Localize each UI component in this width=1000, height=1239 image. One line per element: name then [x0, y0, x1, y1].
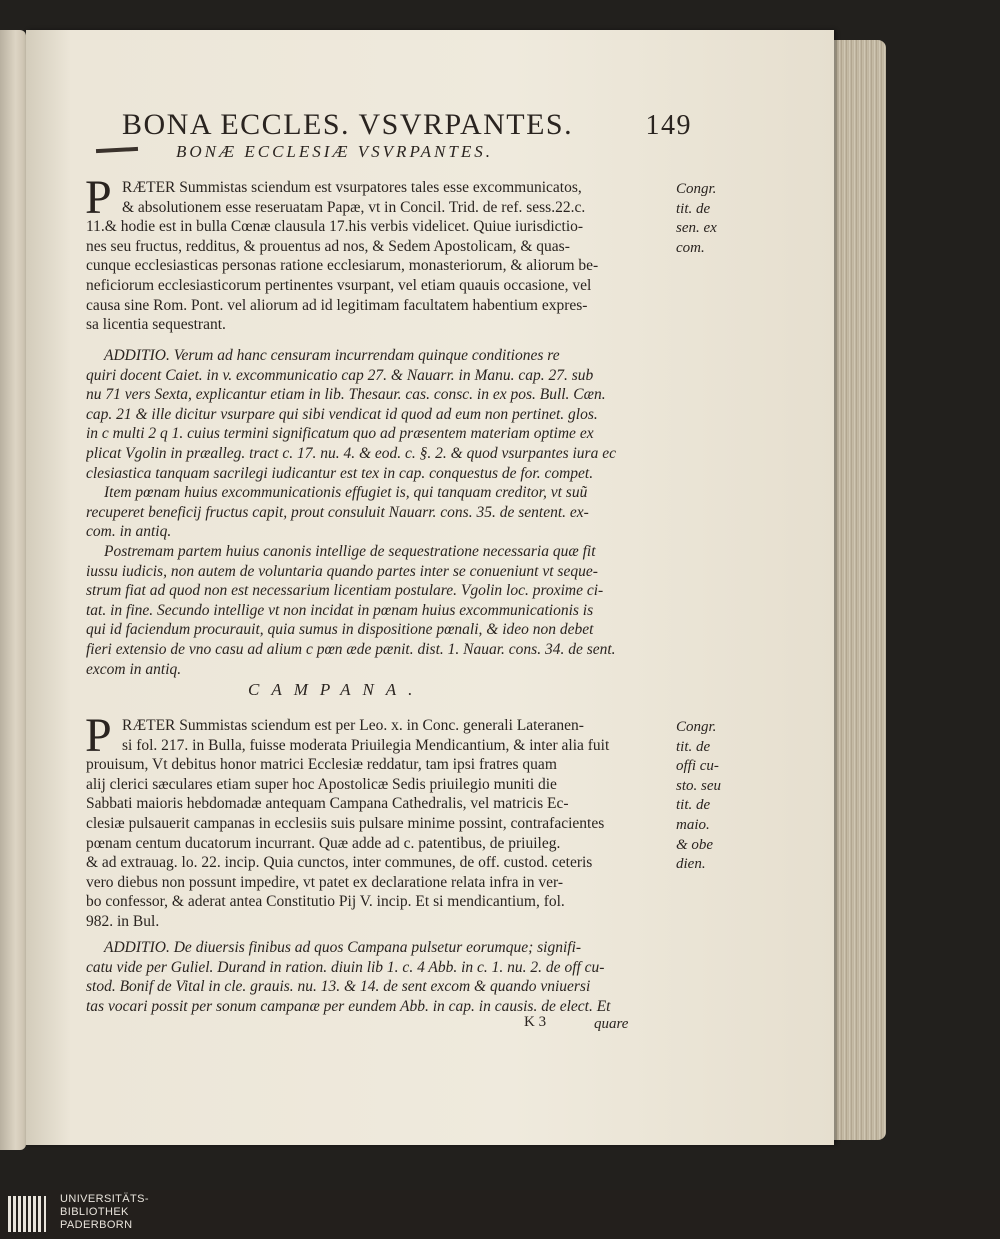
- library-name-line: PADERBORN: [60, 1219, 133, 1231]
- text-line: qui id faciendum procurauit, quia sumus in dispositione pœnali, & ideo non debet: [86, 621, 594, 639]
- page-number: 149: [645, 110, 692, 141]
- text-line: alij clerici sæculares etiam super hoc Apostolicæ Sedis priuilegio muniti die: [86, 775, 557, 793]
- text-line: bo confessor, & aderat antea Constitutio Pij V. incip. Et si mendicantium, fol.: [86, 893, 565, 911]
- library-logo-icon: [8, 1194, 52, 1234]
- library-name: [60, 1193, 149, 1232]
- footer-bar: [0, 1190, 1000, 1239]
- text-line: Sabbati maioris hebdomadæ antequam Campana Cathedralis, vel matricis Ec-: [86, 795, 569, 813]
- ink-stroke: [96, 147, 138, 153]
- text-line: cap. 21 & ille dicitur vsurpare qui sibi vendicat id quod ad eum non pertinet. glos.: [86, 405, 598, 423]
- text-line: catu vide per Guliel. Durand in ration. diuin lib 1. c. 4 Abb. in c. 1. nu. 2. de off cu-: [86, 958, 605, 976]
- text-line: & absolutionem esse reseruatam Papæ, vt in Concil. Trid. de ref. sess.22.c.: [122, 198, 586, 216]
- text-line: clesiastica tanquam sacrilegi iudicantur est tex in cap. conquestus de for. compet.: [86, 464, 594, 482]
- text-line: tit. de: [676, 200, 711, 217]
- text-line: RÆTER Summistas sciendum est vsurpatores tales esse excommunicatos,: [122, 179, 582, 196]
- text-line: & ad extrauag. lo. 22. incip. Quia cunctos, inter communes, de off. custod. ceteris: [86, 854, 593, 872]
- text-line: 982. in Bul.: [86, 912, 160, 930]
- additio-paragraph: [86, 346, 678, 679]
- drop-cap: P: [85, 709, 112, 762]
- text-line: quiri docent Caiet. in v. excommunicatio cap 27. & Nauarr. in Manu. cap. 27. sub: [86, 366, 594, 384]
- library-name-line: UNIVERSITÄTS-: [60, 1193, 149, 1205]
- text-line: tit. de: [676, 738, 711, 755]
- text-line: causa sine Rom. Pont. vel aliorum ad id legitimam facultatem habentium expres-: [86, 296, 588, 314]
- text-line: offi cu-: [676, 758, 719, 775]
- text-line: in c multi 2 q 1. cuius termini significatum quo ad præsentem materiam optime ex: [86, 425, 594, 443]
- text-line: plicat Vgolin in præalleg. tract c. 17. nu. 4. & eod. c. §. 2. & quod vsurpantes iura ec: [86, 444, 616, 462]
- text-line: nu 71 vers Sexta, explicantur etiam in lib. Thesaur. cas. consc. in ex pos. Bull. Cæn.: [86, 386, 606, 404]
- text-line: sto. seu: [676, 777, 721, 794]
- text-line: fieri extensio de vno casu ad alium c pœn æde pænit. dist. 1. Nauar. cons. 34. de sent.: [86, 640, 616, 658]
- text-line: Postremam partem huius canonis intellige de sequestratione necessaria quæ fit: [104, 542, 596, 560]
- text-line: tit. de: [676, 797, 711, 814]
- running-head-title: BONA ECCLES. VSVRPANTES.: [122, 108, 574, 141]
- section-title: CAMPANA.: [248, 680, 425, 699]
- text-line: tat. in fine. Secundo intellige vt non incidat in pœnam huius excommunicationis is: [86, 601, 594, 619]
- paragraph: [85, 171, 678, 335]
- text-line: ADDITIO. De diuersis finibus ad quos Campana pulsetur eorumque; signifi-: [104, 939, 582, 956]
- text-line: com.: [676, 239, 705, 256]
- text-line: & obe: [676, 836, 714, 853]
- text-line: Item pœnam huius excommunicationis effugiet is, qui tanquam creditor, vt suũ: [104, 484, 588, 502]
- margin-note: [676, 718, 736, 875]
- section-title: BONÆ ECCLESIÆ VSVRPANTES.: [176, 142, 493, 161]
- text-line: maio.: [676, 816, 710, 833]
- text-line: cunque ecclesiasticas personas ratione ecclesiarum, monasteriorum, & aliorum be-: [86, 257, 599, 275]
- catchword: quare: [594, 1016, 629, 1032]
- text-line: ADDITIO. Verum ad hanc censuram incurrendam quinque conditiones re: [104, 347, 560, 364]
- margin-note: [676, 180, 736, 258]
- text-line: RÆTER Summistas sciendum est per Leo. x. in Conc. generali Lateranen-: [122, 717, 584, 734]
- text-line: nes seu fructus, redditus, & prouentus ad nos, & Sedem Apostolicam, & quas-: [86, 237, 570, 255]
- text-line: 11.& hodie est in bulla Cœnæ clausula 17.his verbis videlicet. Quiue iurisdictio-: [86, 218, 584, 236]
- text-line: stod. Bonif de Vital in cle. grauis. nu. 13. & 14. de sent excom & quando vniuersi: [86, 978, 591, 996]
- text-line: com. in antiq.: [86, 523, 172, 541]
- left-page-edge: [0, 30, 26, 1150]
- drop-cap: P: [85, 171, 112, 224]
- text-line: excom in antiq.: [86, 660, 182, 678]
- text-line: pœnam centum ducatorum incurrant. Quæ adde ad c. patentibus, de priuileg.: [86, 834, 561, 852]
- text-line: recuperet beneficij fructus capit, prout consuluit Nauarr. cons. 35. de sentent. ex-: [86, 503, 589, 521]
- paragraph: [85, 709, 678, 932]
- text-line: Congr.: [676, 181, 717, 197]
- signature-mark: K 3: [524, 1014, 547, 1030]
- book-page: [26, 30, 834, 1145]
- page-block-edge: [828, 40, 886, 1140]
- additio-paragraph: [86, 938, 678, 1016]
- library-name-line: BIBLIOTHEK: [60, 1206, 129, 1218]
- text-line: neficiorum ecclesiasticorum pertinentes vsurpant, vel etiam quauis occasione, vel: [86, 276, 592, 294]
- text-line: prouisum, Vt debitus honor matrici Ecclesiæ reddatur, tam ipsi fratres quam: [86, 756, 557, 774]
- text-line: dien.: [676, 856, 706, 873]
- text-line: strum fiat ad quod non est necessarium licentiam postulare. Vgolin loc. proxime ci-: [86, 582, 604, 600]
- text-line: sa licentia sequestrant.: [86, 316, 226, 334]
- text-line: sen. ex: [676, 220, 717, 237]
- running-head: [122, 108, 692, 142]
- text-line: iussu iudicis, non autem de voluntaria quando partes inter se conueniunt vt seque-: [86, 562, 598, 580]
- text-line: Congr.: [676, 719, 717, 735]
- text-line: si fol. 217. in Bulla, fuisse moderata Priuilegia Mendicantium, & inter alia fuit: [122, 736, 610, 754]
- text-line: clesiæ pulsauerit campanas in ecclesiis suis pulsare minime possint, contrafacientes: [86, 814, 605, 832]
- text-line: vero diebus non possunt impedire, vt patet ex declaratione relata infra in ver-: [86, 873, 564, 891]
- text-line: tas vocari possit per sonum campanæ per eundem Abb. in cap. in causis. de elect. Et: [86, 997, 611, 1015]
